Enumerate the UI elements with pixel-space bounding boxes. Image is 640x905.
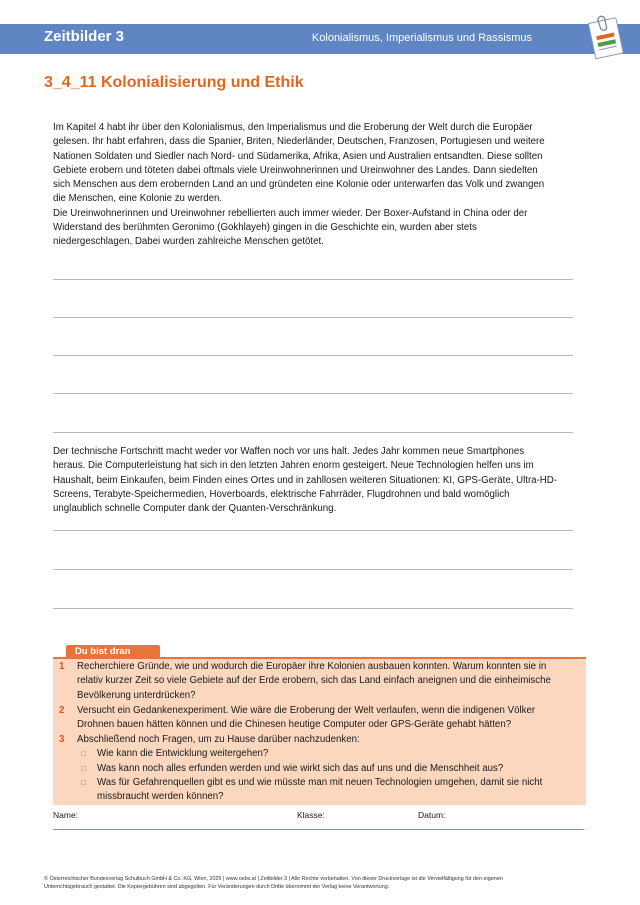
date-label: Datum:: [418, 810, 446, 820]
topic-title: Kolonialismus, Imperialismus und Rassismus: [311, 32, 532, 44]
name-label: Name:: [53, 810, 79, 820]
footer-line: Unterrichtsgebrauch gestattet. Die Kopiergebühren sind abgegolten. Für Veränderungen durch Dritte übernimmt der Verlag keine Verantwortung.: [44, 884, 390, 890]
paragraph-line: Widerstand des berühmten Geronimo (Gokhlayeh) gingen in die Geschichte ein, wurden aber stets: [53, 222, 477, 234]
paragraph-line: die Menschen, eine Kolonie zu werden.: [53, 193, 223, 205]
task-text-line: Versucht ein Gedankenexperiment. Wie wäre die Eroberung der Welt verlaufen, wenn die indigenen Völker: [77, 705, 536, 716]
answer-line[interactable]: [53, 393, 573, 394]
paragraph-line: Nationen Soldaten und Siedler nach Nord- und Südamerika, Afrika, Asien und Australien entsandten. Diese sollten: [53, 150, 543, 162]
task-text-line: Drohnen bauen hätten können und die Chinesen heutige Computer oder GPS-Geräte gehabt hätten?: [77, 719, 512, 731]
task-box: [53, 657, 586, 805]
page-title: 3_4_11 Kolonialisierung und Ethik: [44, 74, 304, 91]
brand-title: Zeitbilder 3: [44, 28, 125, 45]
footer-line: © Österreichischer Bundesverlag Schulbuch GmbH & Co. KG, Wien, 2025 | www.oebv.at | Zeitbilder 3 | Alle Rechte vorbehalten. Von dieser Druckvorlage ist die Vervielfältigung für den eigenen: [44, 876, 503, 882]
task-text: [77, 704, 577, 733]
task-number: 2: [59, 705, 65, 716]
task-number: 3: [59, 734, 65, 745]
sub-question-text: [97, 776, 567, 805]
task-number: 1: [59, 661, 65, 672]
paragraph-line: Screens, Terabyte-Speichermedien, Hoverboards, elektrische Fahrräder, Flugdrohnen und bald womöglich: [53, 488, 510, 500]
paragraph-line: Haushalt, beim Einkaufen, beim Finden eines Ortes und in zahllosen weiteren Situationen: KI, GPS-Geräte, Ultra-HD-: [53, 474, 557, 486]
paragraph-line: Im Kapitel 4 habt ihr über den Kolonialismus, den Imperialismus und die Eroberung der Welt durch die Europäer: [53, 122, 533, 133]
answer-line[interactable]: [53, 432, 573, 433]
sub-question-text: [97, 762, 567, 776]
answer-line[interactable]: [53, 279, 573, 280]
checkbox-icon: □: [81, 778, 86, 787]
task-text: [77, 733, 577, 747]
copyright-footer: [44, 875, 600, 891]
paragraph-line: Die Ureinwohnerinnen und Ureinwohner rebellierten auch immer wieder. Der Boxer-Aufstand in China oder der: [53, 207, 528, 219]
class-label: Klasse:: [297, 810, 325, 820]
checkbox-icon: □: [81, 749, 86, 758]
answer-line[interactable]: [53, 530, 573, 531]
worksheet-icon: [584, 14, 630, 64]
task-text-line: relativ kurzer Zeit so viele Gebiete auf der Erde erobern, sich das Land einfach aneignen und die einheimische: [77, 675, 551, 687]
sub-question-line: Wie kann die Entwicklung weitergehen?: [97, 748, 269, 759]
paragraph-line: sich Menschen aus dem erobernden Land an und gründeten eine Kolonie oder unterwarfen das Volk und zwangen: [53, 179, 545, 191]
paragraph-line: heraus. Die Computerleistung hat sich in den letzten Jahren enorm gesteigert. Neue Technologien helfen uns im: [53, 460, 534, 472]
task-text: [77, 660, 577, 703]
task-text-line: Bevölkerung unterdrücken?: [77, 689, 196, 701]
header-bar: [0, 24, 640, 54]
paragraph-line: niedergeschlagen. Dabei wurden zahlreiche Menschen getötet.: [53, 236, 324, 248]
task-text-line: Recherchiere Gründe, wie und wodurch die Europäer ihre Kolonien ausbauen konnten. Warum konnten sie in: [77, 661, 547, 672]
name-class-date-line[interactable]: [53, 829, 584, 830]
sub-question-text: [97, 747, 567, 761]
paragraph-line: gelesen. Ihr habt erfahren, dass die Spanier, Briten, Niederländer, Deutschen, Franzosen, Portugiesen und weitere: [53, 136, 545, 148]
sub-question-line: Was kann noch alles erfunden werden und wie wirkt sich das auf uns und die Menschheit aus?: [97, 763, 504, 774]
paragraph-line: Gebiete erobern und töteten dabei oftmals viele Ureinwohnerinnen und Ureinwohner des Landes. Dann siedelten: [53, 164, 538, 176]
answer-line[interactable]: [53, 569, 573, 570]
paragraph-line: unglaublich schnelle Computer dank der Quanten-Verschränkung.: [53, 503, 337, 515]
task-text-line: Abschließend noch Fragen, um zu Hause darüber nachzudenken:: [77, 734, 360, 745]
answer-line[interactable]: [53, 355, 573, 356]
sub-question-line: missbraucht werden können?: [97, 791, 224, 803]
paragraph-line: Der technische Fortschritt macht weder vor Waffen noch vor uns halt. Jedes Jahr kommen neue Smartphones: [53, 446, 525, 457]
answer-line[interactable]: [53, 317, 573, 318]
answer-line[interactable]: [53, 608, 573, 609]
technology-paragraph: [53, 445, 593, 516]
sub-question-line: Was für Gefahrenquellen gibt es und wie müsste man mit neuen Technologien umgehen, damit sie nicht: [97, 777, 543, 788]
intro-paragraph: [53, 121, 593, 250]
checkbox-icon: □: [81, 764, 86, 773]
task-tab: Du bist dran: [66, 645, 160, 659]
